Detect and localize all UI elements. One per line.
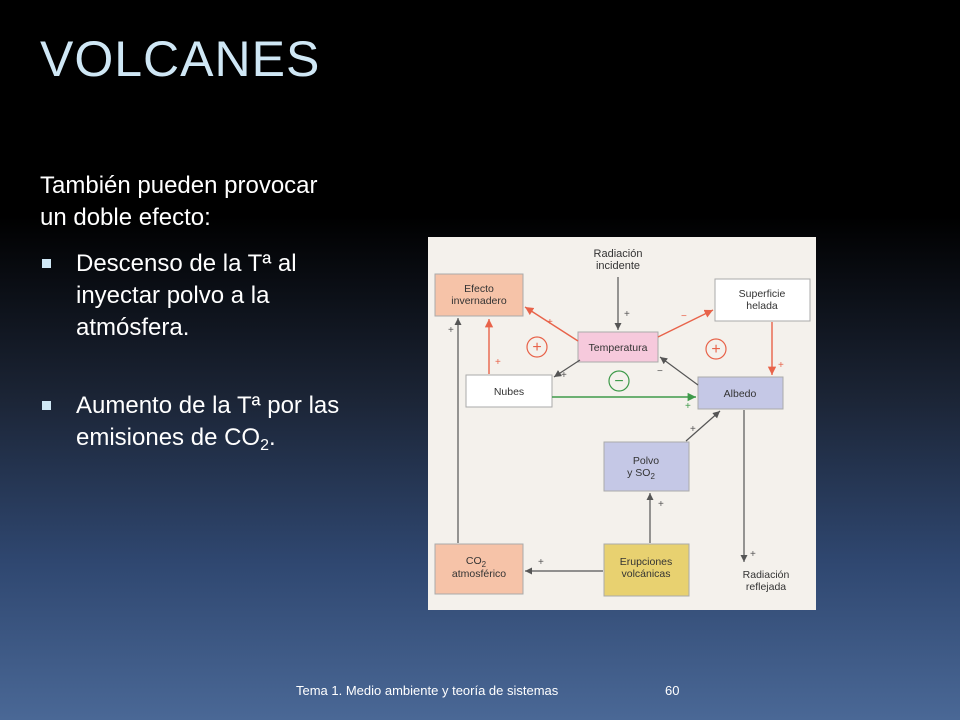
link-sign: + bbox=[658, 499, 664, 510]
link-sign: + bbox=[448, 325, 454, 336]
link-sign: + bbox=[750, 549, 756, 560]
link-sign: − bbox=[681, 311, 687, 322]
volcano-feedback-diagram bbox=[428, 237, 816, 610]
bullet-text: Descenso de la Tª al inyectar polvo a la atmósfera. bbox=[76, 250, 297, 341]
link-sign: + bbox=[495, 357, 501, 368]
label-efecto-invernadero: Efecto invernadero bbox=[451, 283, 507, 307]
arrow-temperatura-nubes bbox=[554, 360, 580, 377]
label-albedo: Albedo bbox=[723, 388, 757, 400]
square-bullet-icon bbox=[42, 259, 51, 268]
link-sign: − bbox=[657, 366, 663, 377]
label-erupciones: Erupciones volcánicas bbox=[619, 556, 673, 580]
arrow-albedo-temperatura bbox=[660, 357, 698, 385]
link-sign: + bbox=[690, 424, 696, 435]
label-superficie-helada: Superficie helada bbox=[738, 288, 786, 312]
bullet-text-end: . bbox=[268, 424, 276, 451]
label-radiacion-incidente: Radiación incidente bbox=[593, 248, 643, 272]
diagram-svg bbox=[428, 237, 816, 610]
bullet-list bbox=[40, 248, 340, 462]
slide-body bbox=[40, 170, 340, 508]
link-sign: + bbox=[624, 309, 630, 320]
loop-sign-right: + bbox=[711, 341, 721, 358]
intro-text: También pueden provocar un doble efecto: bbox=[40, 172, 318, 231]
label-co2: $CO_2$ atmosférico bbox=[451, 555, 507, 580]
loop-sign-center: − bbox=[614, 373, 624, 390]
link-sign: + bbox=[778, 360, 784, 371]
link-sign: + bbox=[685, 401, 691, 412]
link-sign: + bbox=[547, 317, 553, 328]
slide-footer bbox=[0, 683, 960, 703]
link-sign: + bbox=[538, 557, 544, 568]
page-number: 60 bbox=[665, 683, 680, 698]
label-temperatura: Temperatura bbox=[588, 342, 648, 354]
footer-title: Tema 1. Medio ambiente y teoría de sistemas bbox=[296, 683, 559, 698]
label-nubes: Nubes bbox=[493, 386, 525, 398]
slide-title: VOLCANES bbox=[40, 31, 321, 87]
loop-sign-left: + bbox=[532, 339, 542, 356]
subscript: 2 bbox=[260, 437, 269, 454]
label-radiacion-reflejada: Radiación reflejada bbox=[742, 569, 790, 593]
label-polvo: Polvo y $SO_2$ bbox=[627, 455, 660, 481]
bullet-item bbox=[40, 248, 340, 344]
square-bullet-icon bbox=[42, 401, 51, 410]
bullet-text: Aumento de la Tª por las emisiones de CO bbox=[76, 392, 340, 451]
link-sign: + bbox=[561, 370, 567, 381]
bullet-item bbox=[40, 390, 340, 462]
